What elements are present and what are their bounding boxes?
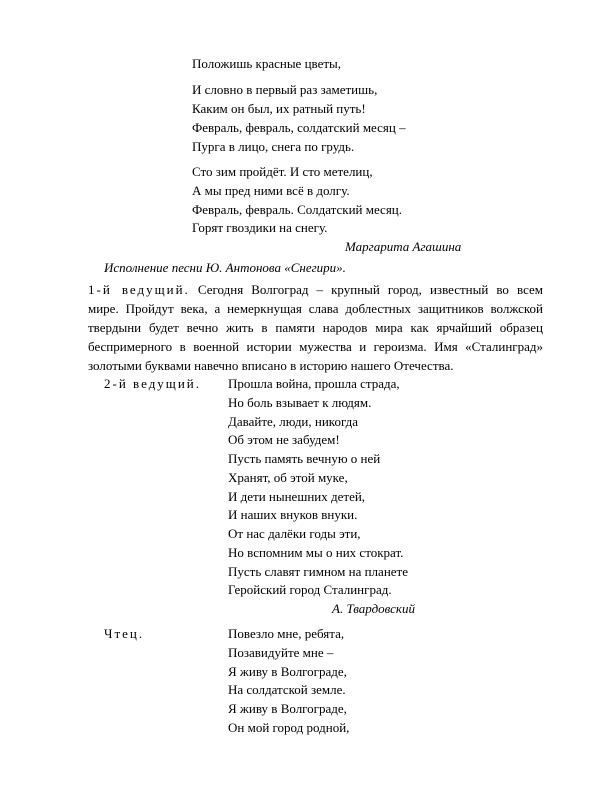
host2-author: А. Твардовский [332,601,415,616]
poem1-line: Каким он был, их ратный путь! [192,101,366,116]
host2-line: От нас далёки годы эти, [228,526,361,541]
poem1-line: Пурга в лицо, снега по грудь. [192,139,355,154]
host2-line: Пусть память вечную о ней [228,451,381,466]
poem1-line: Горят гвоздики на снегу. [192,220,328,235]
poem1-line: Февраль, февраль. Солдатский месяц. [192,202,403,217]
host2-line: Но боль взывает к людям. [228,395,372,410]
host1-speaker: 1-й ведущий. [88,282,190,297]
host2-line: Хранят, об этой муке, [228,470,348,485]
host1-text-line: золотыми буквами навечно вписано в историю нашего Отечества. [88,358,454,373]
poem1-line: Положишь красные цветы, [192,56,342,71]
poem1-line: Сто зим пройдёт. И сто метелиц, [192,164,373,179]
host2-line: Пусть славят гимном на планете [228,564,408,579]
host1-text-line: беспримерного в военной истории мужества и героизма. Имя «Сталинград» [88,339,543,354]
host2-speaker: 2-й ведущий. [104,376,201,391]
reader-line: Я живу в Волгограде, [228,664,347,679]
host1-paragraph [88,280,543,375]
host1-text-line: мире. Пройдут века, а немеркнущая слава доблестных защитников волжской [88,301,543,316]
host2-line: И наших внуков внуки. [228,507,358,522]
host2-line: Об этом не забудем! [228,432,340,447]
poem1-line: Февраль, февраль, солдатский месяц – [192,120,406,135]
host2-line: Давайте, люди, никогда [228,414,359,429]
reader-line: Повезло мне, ребята, [228,626,345,641]
host2-line: Прошла война, прошла страда, [228,376,400,391]
reader-speaker: Чтец. [104,626,145,641]
poem1-line: А мы пред ними всё в долгу. [192,183,350,198]
poem1-line: И словно в первый раз заметишь, [192,82,378,97]
reader-line: Позавидуйте мне – [228,645,334,660]
host2-line: И дети нынешних детей, [228,489,366,504]
host1-text-line: Сегодня Волгоград – крупный город, известный во всем [197,282,543,297]
host2-line: Но вспомним мы о них стократ. [228,545,404,560]
reader-line: На солдатской земле. [228,682,346,697]
reader-line: Он мой город родной, [228,720,350,735]
host2-line: Геройский город Сталинград. [228,582,392,597]
song-note: Исполнение песни Ю. Антонова «Снегири». [104,260,346,275]
host1-text-line: твердыни будет вечно жить в памяти народов мира как ярчайший образец [88,320,543,335]
poem1-author: Маргарита Агашина [345,239,462,254]
reader-line: Я живу в Волгограде, [228,701,347,716]
